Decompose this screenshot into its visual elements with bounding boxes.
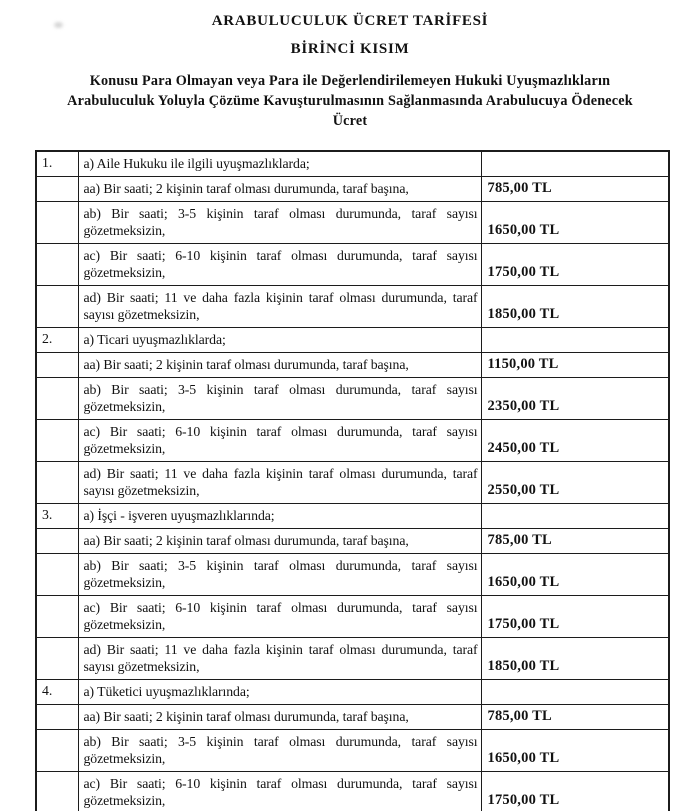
row-number [36,202,78,244]
table-row [36,730,669,772]
row-fee: 785,00 TL [481,705,669,730]
row-description: ac) Bir saati; 6-10 kişinin taraf olması durumunda, taraf sayısı gözetmeksizin, [78,244,481,286]
row-fee: 1750,00 TL [481,596,669,638]
row-description: ac) Bir saati; 6-10 kişinin taraf olması durumunda, taraf sayısı gözetmeksizin, [78,772,481,811]
table-row [36,638,669,680]
row-number [36,772,78,811]
row-description: ab) Bir saati; 3-5 kişinin taraf olması durumunda, taraf sayısı gözetmeksizin, [78,202,481,244]
row-fee: 1650,00 TL [481,554,669,596]
row-number: 2. [36,328,78,353]
scan-artifact [54,22,63,28]
row-number [36,244,78,286]
table-row [36,202,669,244]
row-description: ab) Bir saati; 3-5 kişinin taraf olması durumunda, taraf sayısı gözetmeksizin, [78,554,481,596]
row-number [36,554,78,596]
document-description: Konusu Para Olmayan veya Para ile Değerlendirilemeyen Hukuki Uyuşmazlıkların Arabuluculuk Yoluyla Çözüme Kavuşturulmasının Sağlanmasında Arabulucuya Ödenecek Ücret [67,73,633,130]
row-number [36,529,78,554]
document-title: ARABULUCULUK ÜCRET TARİFESİ [211,13,489,29]
row-description: ab) Bir saati; 3-5 kişinin taraf olması durumunda, taraf sayısı gözetmeksizin, [78,378,481,420]
table-row [36,420,669,462]
row-description: a) Ticari uyuşmazlıklarda; [78,328,481,353]
row-description: ab) Bir saati; 3-5 kişinin taraf olması durumunda, taraf sayısı gözetmeksizin, [78,730,481,772]
row-fee: 785,00 TL [481,177,669,202]
row-description: ad) Bir saati; 11 ve daha fazla kişinin taraf olması durumunda, taraf sayısı gözetmeksizin, [78,286,481,328]
row-fee: 2350,00 TL [481,378,669,420]
row-number [36,420,78,462]
row-fee: 1750,00 TL [481,772,669,811]
row-description: a) İşçi - işveren uyuşmazlıklarında; [78,504,481,529]
row-number [36,286,78,328]
table-row [36,244,669,286]
row-number: 1. [36,151,78,177]
row-number: 4. [36,680,78,705]
tariff-table [35,150,670,811]
row-description: ac) Bir saati; 6-10 kişinin taraf olması durumunda, taraf sayısı gözetmeksizin, [78,420,481,462]
row-fee: 2450,00 TL [481,420,669,462]
table-row [36,705,669,730]
row-fee: 1650,00 TL [481,202,669,244]
row-number: 3. [36,504,78,529]
row-description: aa) Bir saati; 2 kişinin taraf olması durumunda, taraf başına, [78,529,481,554]
row-fee: 2550,00 TL [481,462,669,504]
row-number [36,638,78,680]
row-fee: 1850,00 TL [481,638,669,680]
row-fee: 1150,00 TL [481,353,669,378]
row-description: a) Aile Hukuku ile ilgili uyuşmazlıklarda; [78,151,481,177]
row-fee: 1750,00 TL [481,244,669,286]
row-description: aa) Bir saati; 2 kişinin taraf olması durumunda, taraf başına, [78,177,481,202]
row-fee: 785,00 TL [481,529,669,554]
table-row [36,328,669,353]
row-description: ac) Bir saati; 6-10 kişinin taraf olması durumunda, taraf sayısı gözetmeksizin, [78,596,481,638]
row-description: ad) Bir saati; 11 ve daha fazla kişinin taraf olması durumunda, taraf sayısı gözetmeksizin, [78,462,481,504]
tariff-table-body [36,151,669,811]
table-row [36,353,669,378]
row-fee [481,151,669,177]
table-row [36,772,669,811]
table-row [36,378,669,420]
row-fee: 1650,00 TL [481,730,669,772]
row-description: a) Tüketici uyuşmazlıklarında; [78,680,481,705]
row-number [36,705,78,730]
row-number [36,730,78,772]
row-fee: 1850,00 TL [481,286,669,328]
table-row [36,462,669,504]
row-description: ad) Bir saati; 11 ve daha fazla kişinin taraf olması durumunda, taraf sayısı gözetmeksizin, [78,638,481,680]
row-fee [481,328,669,353]
row-number [36,596,78,638]
row-number [36,462,78,504]
table-row [36,286,669,328]
row-description: aa) Bir saati; 2 kişinin taraf olması durumunda, taraf başına, [78,353,481,378]
table-row [36,529,669,554]
table-row [36,151,669,177]
row-fee [481,504,669,529]
table-row [36,596,669,638]
row-number [36,177,78,202]
row-number [36,353,78,378]
table-row [36,680,669,705]
row-description: aa) Bir saati; 2 kişinin taraf olması durumunda, taraf başına, [78,705,481,730]
row-fee [481,680,669,705]
table-row [36,504,669,529]
table-row [36,177,669,202]
table-row [36,554,669,596]
document-subtitle: BİRİNCİ KISIM [290,41,410,57]
row-number [36,378,78,420]
